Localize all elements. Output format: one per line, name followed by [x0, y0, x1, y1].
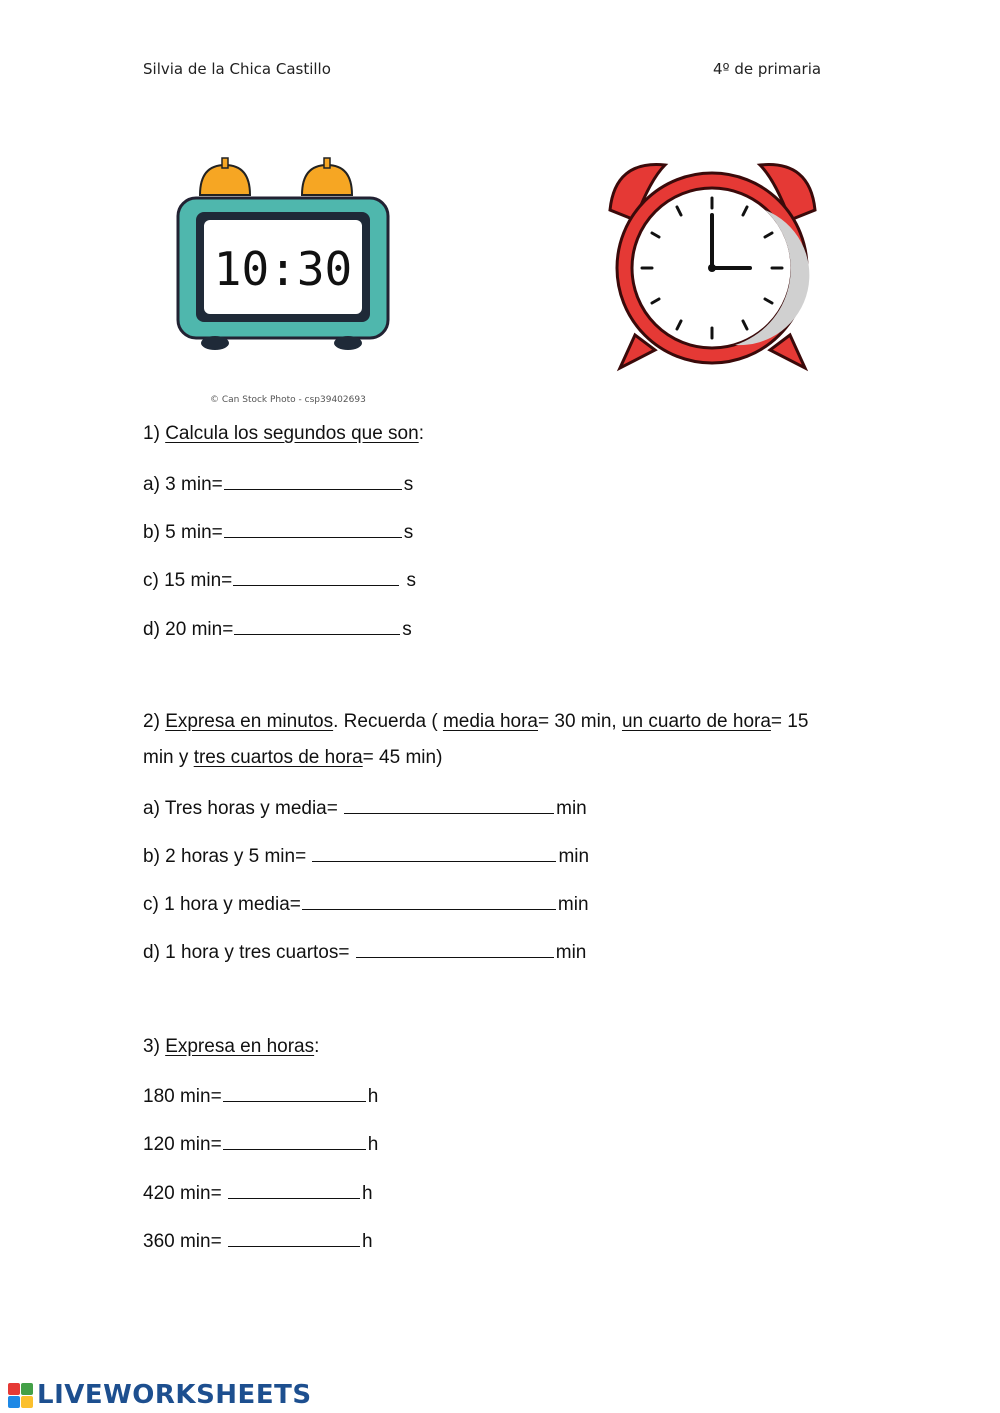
exercise-2a: a) Tres horas y media= min	[143, 795, 587, 820]
section-1-heading: 1) Calcula los segundos que son:	[143, 423, 424, 444]
section-1-title: Calcula los segundos que son	[165, 423, 419, 444]
answer-field[interactable]	[224, 519, 402, 538]
exercise-3d: 360 min= h	[143, 1228, 373, 1253]
exercise-3b: 120 min= h	[143, 1131, 378, 1156]
answer-field[interactable]	[312, 843, 556, 862]
exercise-2c: c) 1 hora y media= min	[143, 891, 589, 916]
answer-field[interactable]	[356, 939, 554, 958]
section-2-heading-cont: min y tres cuartos de hora= 45 min)	[143, 747, 443, 768]
liveworksheets-logo	[8, 1380, 312, 1410]
image-credit: © Can Stock Photo - csp39402693	[210, 395, 366, 405]
answer-field[interactable]	[233, 567, 399, 586]
logo-text: LIVEWORKSHEETS	[37, 1380, 312, 1410]
exercise-1d: d) 20 min= s	[143, 616, 412, 641]
exercise-1b: b) 5 min= s	[143, 519, 413, 544]
author-name: Silvia de la Chica Castillo	[143, 60, 331, 78]
section-3-heading: 3) Expresa en horas:	[143, 1036, 320, 1057]
exercise-1a: a) 3 min= s	[143, 471, 413, 496]
exercise-2b: b) 2 horas y 5 min= min	[143, 843, 589, 868]
exercise-3c: 420 min= h	[143, 1180, 373, 1205]
answer-field[interactable]	[302, 891, 556, 910]
answer-field[interactable]	[228, 1180, 360, 1199]
digital-clock-time: 10:30	[213, 242, 353, 296]
answer-field[interactable]	[223, 1083, 366, 1102]
section-2-heading: 2) Expresa en minutos. Recuerda ( media hora= 30 min, un cuarto de hora= 15	[143, 711, 809, 732]
section-2-title: Expresa en minutos	[165, 711, 334, 732]
digital-clock-image	[170, 150, 400, 360]
logo-icon	[8, 1383, 33, 1408]
answer-field[interactable]	[223, 1131, 366, 1150]
answer-field[interactable]	[224, 471, 402, 490]
answer-field[interactable]	[234, 616, 400, 635]
exercise-1c: c) 15 min= s	[143, 567, 416, 592]
answer-field[interactable]	[344, 795, 554, 814]
exercise-3a: 180 min= h	[143, 1083, 378, 1108]
exercise-2d: d) 1 hora y tres cuartos= min	[143, 939, 586, 964]
section-3-title: Expresa en horas	[165, 1036, 315, 1057]
grade-label: 4º de primaria	[713, 60, 822, 78]
alarm-clock-image	[595, 150, 830, 385]
answer-field[interactable]	[228, 1228, 360, 1247]
